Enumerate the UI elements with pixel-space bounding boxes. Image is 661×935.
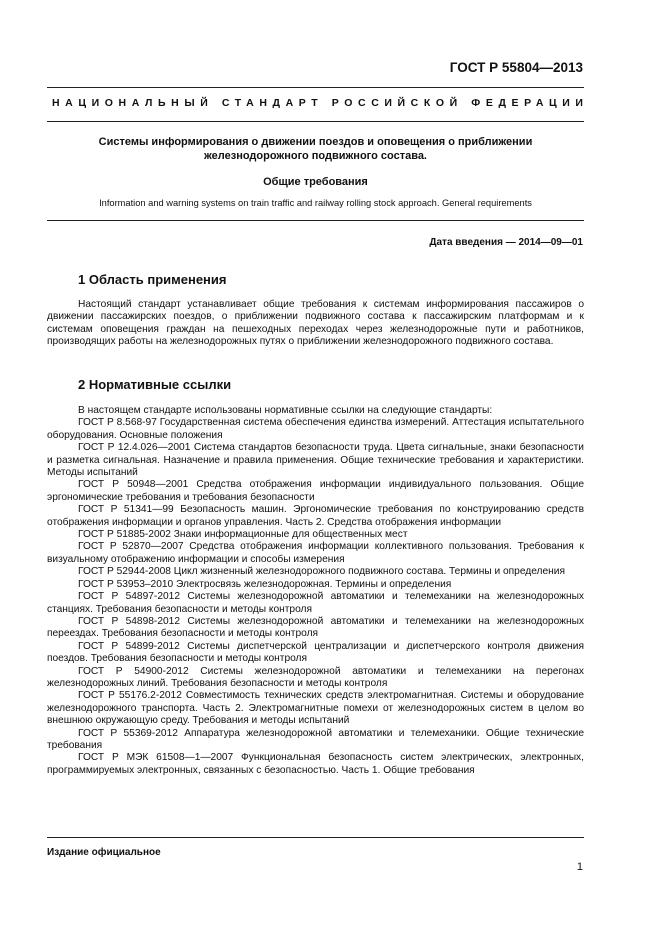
header-rule-top — [47, 87, 584, 88]
reference-item: ГОСТ Р 55369-2012 Аппаратура железнодорожной автоматики и телемеханики. Общие технические требования — [47, 727, 584, 751]
reference-item: ГОСТ Р 12.4.026—2001 Система стандартов безопасности труда. Цвета сигнальные, знаки безопасности и разметка сигнальная. Назначение и правила применения. Общие технические требования и характеристики. Методы испытаний — [47, 442, 584, 479]
reference-item: ГОСТ Р 54900-2012 Системы железнодорожной автоматики и телемеханики на перегонах железнодорожных линий. Требования безопасности и методы контроля — [47, 665, 584, 689]
reference-item: ГОСТ Р 54898-2012 Системы железнодорожной автоматики и телемеханики на железнодорожных переездах. Требования безопасности и методы контроля — [47, 615, 584, 640]
section-2-heading: 2 Нормативные ссылки — [78, 377, 232, 392]
standard-number: ГОСТ Р 55804—2013 — [449, 60, 583, 75]
header-rule-bottom — [47, 121, 584, 122]
scope-paragraph: Настоящий стандарт устанавливает общие требования к системам информирования пассажиров о движении пассажирских поездов, о приближении подвижного состава к пассажирским платформам и к системам оповещения граждан на пешеходных переходах через железнодорожные пути и работников, производящих работы на железнодорожных путях о приближении железнодорожного подвижного состава. — [47, 299, 584, 348]
introduction-date: Дата введения — 2014—09—01 — [429, 237, 583, 248]
references-intro: В настоящем стандарте использованы нормативные ссылки на следующие стандарты: — [78, 405, 493, 416]
reference-item: ГОСТ Р 54897-2012 Системы железнодорожной автоматики и телемеханики на железнодорожных станциях. Требования безопасности и методы контроля — [47, 591, 584, 615]
reference-item: ГОСТ Р 53953–2010 Электросвязь железнодорожная. Термины и определения — [78, 578, 452, 590]
reference-item: ГОСТ Р 8.568-97 Государственная система обеспечения единства измерений. Аттестация испытательного оборудования. Основные положения — [47, 417, 584, 441]
normative-references — [47, 405, 584, 777]
reference-item: ГОСТ Р 51341—99 Безопасность машин. Эргономические требования по конструированию средств отображения информации и органов управления. Часть 2. Средства отображения информации — [47, 504, 584, 528]
document-title: Системы информирования о движении поездов и оповещения о приближении железнодорожного подвижного состава. — [98, 136, 533, 162]
reference-item: ГОСТ Р 55176.2-2012 Совместимость технических средств электромагнитная. Системы и оборудование железнодорожного транспорта. Часть 2. Электромагнитные помехи от железнодорожных систем в целом во внешнюю окружающую среду. Требования и методы испытаний — [47, 690, 584, 727]
footer-rule — [47, 837, 584, 838]
reference-item: ГОСТ Р 50948—2001 Средства отображения информации индивидуального пользования. Общие эргономические требования и требования безопасности — [47, 479, 584, 503]
reference-item: ГОСТ Р 51885-2002 Знаки информационные для общественных мест — [78, 529, 408, 541]
section-1-heading: 1 Область применения — [78, 272, 227, 287]
document-title-english: Information and warning systems on train traffic and railway rolling stock approach. General requirements — [99, 198, 532, 208]
reference-item: ГОСТ Р 52944-2008 Цикл жизненный железнодорожного подвижного состава. Термины и определения — [78, 566, 565, 578]
page-number: 1 — [576, 861, 583, 873]
title-rule — [47, 220, 584, 221]
reference-item: ГОСТ Р 52870—2007 Средства отображения информации коллективного пользования. Требования к визуальному отображению информации и способы измерения — [47, 541, 584, 565]
national-standard-title: НАЦИОНАЛЬНЫЙ СТАНДАРТ РОССИЙСКОЙ ФЕДЕРАЦИИ — [52, 97, 589, 109]
section-1-text — [47, 299, 584, 349]
official-edition-label: Издание официальное — [47, 847, 161, 858]
reference-item: ГОСТ Р 54899-2012 Системы диспетчерской централизации и диспетчерского контроля движения поездов. Требования безопасности и методы контроля — [47, 640, 584, 665]
document-subtitle: Общие требования — [263, 176, 368, 188]
reference-item: ГОСТ Р МЭК 61508—1—2007 Функциональная безопасность систем электрических, электронных, программируемых электронных, связанных с безопасностью. Часть 1. Общие требования — [47, 752, 584, 776]
